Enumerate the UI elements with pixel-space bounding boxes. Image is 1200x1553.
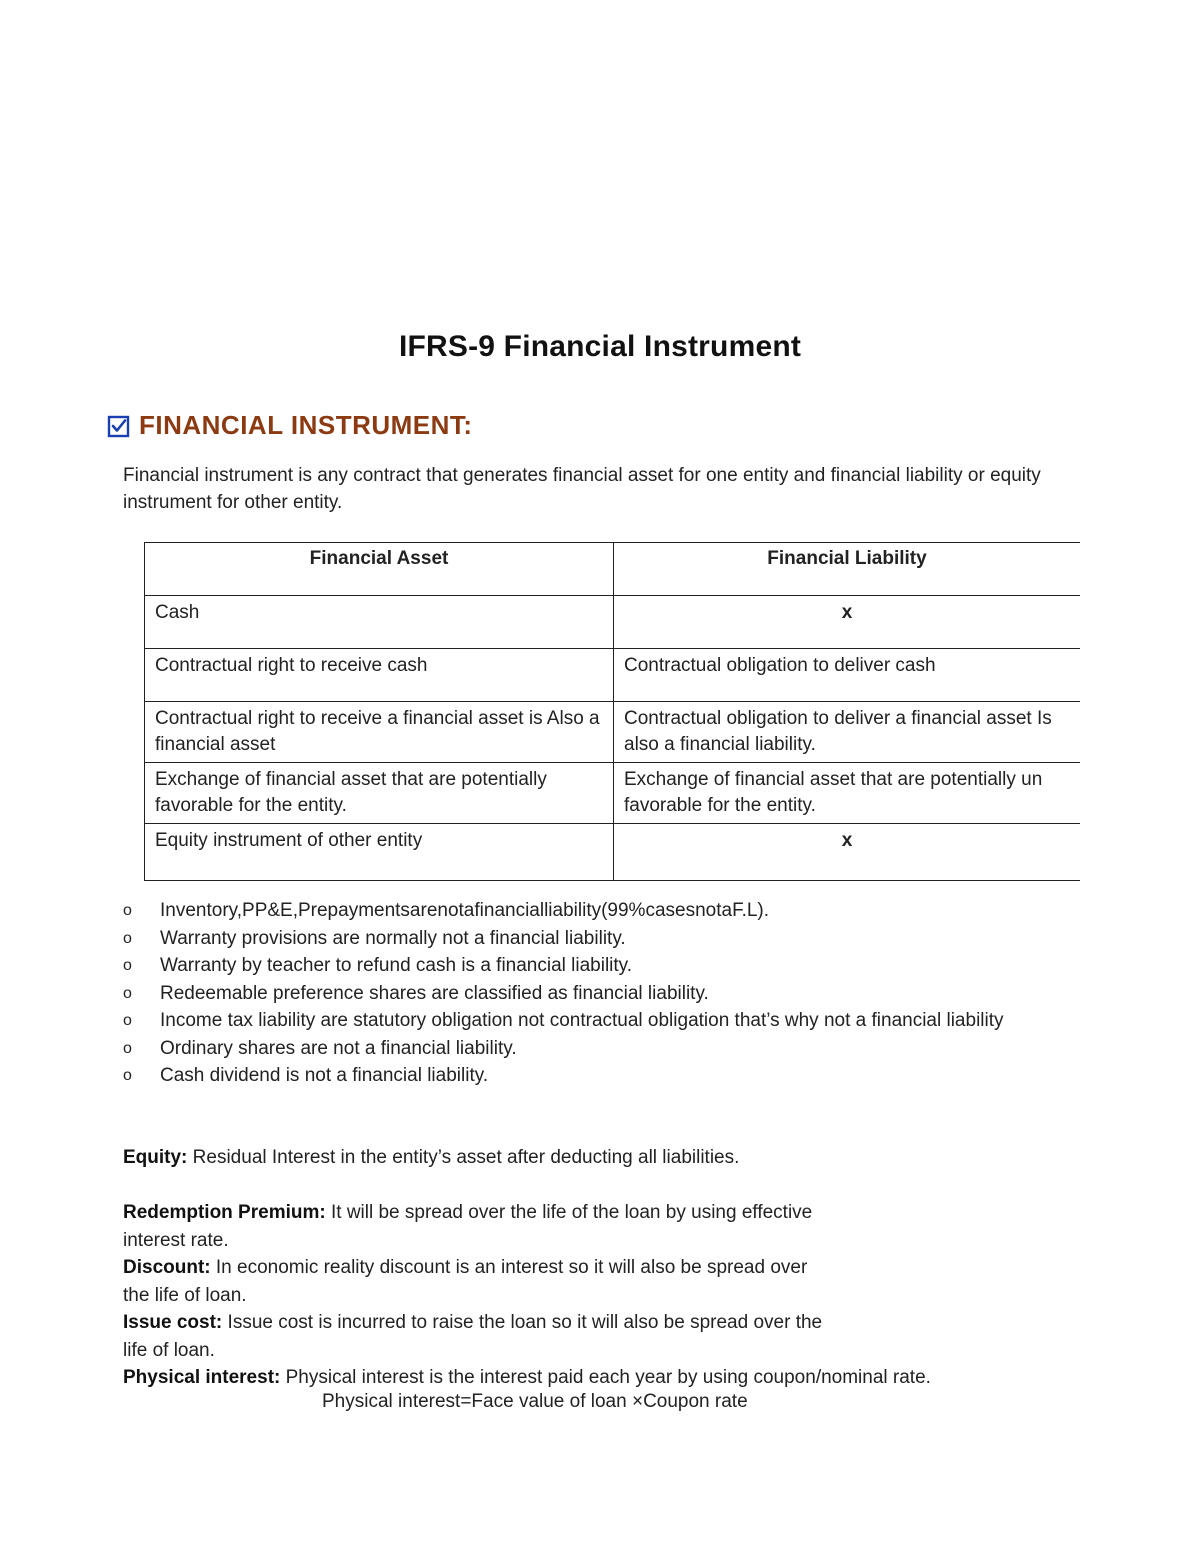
table-row [145, 649, 1081, 702]
definition-text: interest rate. [123, 1229, 229, 1251]
definition-text: Physical interest is the interest paid each year by using coupon/nominal rate. [280, 1367, 931, 1388]
definition-term: Equity: [123, 1147, 188, 1168]
definition-text: In economic reality discount is an interest so it will also be spread over [210, 1257, 808, 1278]
table-cell: Exchange of financial asset that are potentially un favorable for the entity. [614, 763, 1081, 824]
table-cell: Contractual obligation to deliver a financial asset Is also a financial liability. [614, 702, 1081, 763]
table-header-liability: Financial Liability [614, 543, 1081, 596]
table-row [145, 824, 1081, 881]
section-heading-text: FINANCIAL INSTRUMENT: [139, 410, 473, 440]
section-heading [107, 410, 473, 441]
list-item-text: Inventory,PP&E,Prepaymentsarenotafinancialliability(99%casesnotaF.L). [160, 900, 770, 921]
list-item [123, 1035, 1043, 1063]
definition-term: Redemption Premium: [123, 1202, 326, 1223]
list-item-text: Warranty provisions are normally not a financial liability. [160, 927, 626, 949]
table-header-row [145, 543, 1081, 596]
table-cell: Cash [145, 596, 614, 649]
page-title: IFRS-9 Financial Instrument [398, 330, 802, 363]
list-item [123, 925, 1043, 953]
bullet-icon: o [123, 957, 132, 974]
list-item-text: Ordinary shares are not a financial liability. [160, 1037, 517, 1059]
list-item-text: Redeemable preference shares are classified as financial liability. [160, 982, 709, 1004]
table-row [145, 596, 1081, 649]
table-cell: x [614, 596, 1081, 649]
definition-text: Issue cost is incurred to raise the loan so it will also be spread over the [222, 1312, 823, 1333]
list-item [123, 897, 1043, 925]
discount-definition [123, 1254, 807, 1309]
bullet-icon: o [123, 1012, 132, 1029]
checkbox-icon [107, 414, 131, 438]
financial-instrument-table [144, 542, 1080, 881]
table-cell: Equity instrument of other entity [145, 824, 614, 881]
table-cell: x [614, 824, 1081, 881]
list-item [123, 1007, 1043, 1035]
definition-text: Residual Interest in the entity’s asset after deducting all liabilities. [187, 1147, 740, 1168]
equity-definition [123, 1144, 739, 1172]
definition-text: the life of loan. [123, 1284, 247, 1306]
bullet-icon: o [123, 929, 132, 947]
issue-cost-definition [123, 1309, 822, 1364]
table-cell: Exchange of financial asset that are potentially favorable for the entity. [145, 763, 614, 824]
list-item [123, 1062, 1043, 1090]
list-item [123, 980, 1043, 1008]
bullet-icon: o [123, 984, 132, 1002]
list-item-text: Income tax liability are statutory obligation not contractual obligation that’s why not a financial liability [160, 1010, 1004, 1031]
bullet-icon: o [123, 902, 132, 919]
definition-term: Discount: [123, 1257, 211, 1278]
definition-text: life of loan. [123, 1339, 215, 1361]
notes-list [123, 897, 1043, 1090]
table-row [145, 702, 1081, 763]
bullet-icon: o [123, 1067, 132, 1084]
definition-text: It will be spread over the life of the loan by using effective [325, 1202, 813, 1223]
intro-paragraph: Financial instrument is any contract that generates financial asset for one entity and financial liability or equity instrument for other entity. [123, 465, 1041, 513]
table-cell: Contractual obligation to deliver cash [614, 649, 1081, 702]
physical-interest-definition [123, 1364, 931, 1392]
definition-term: Issue cost: [123, 1312, 223, 1333]
definition-term: Physical interest: [123, 1367, 281, 1388]
table-cell: Contractual right to receive cash [145, 649, 614, 702]
redemption-definition [123, 1199, 812, 1254]
list-item-text: Cash dividend is not a financial liability. [160, 1065, 489, 1086]
list-item [123, 952, 1043, 980]
table-cell: Contractual right to receive a financial asset is Also a financial asset [145, 702, 614, 763]
table-row [145, 763, 1081, 824]
list-item-text: Warranty by teacher to refund cash is a financial liability. [160, 955, 633, 976]
bullet-icon: o [123, 1039, 132, 1057]
table-header-asset: Financial Asset [145, 543, 614, 596]
physical-interest-formula: Physical interest=Face value of loan ×Coupon rate [322, 1391, 748, 1412]
